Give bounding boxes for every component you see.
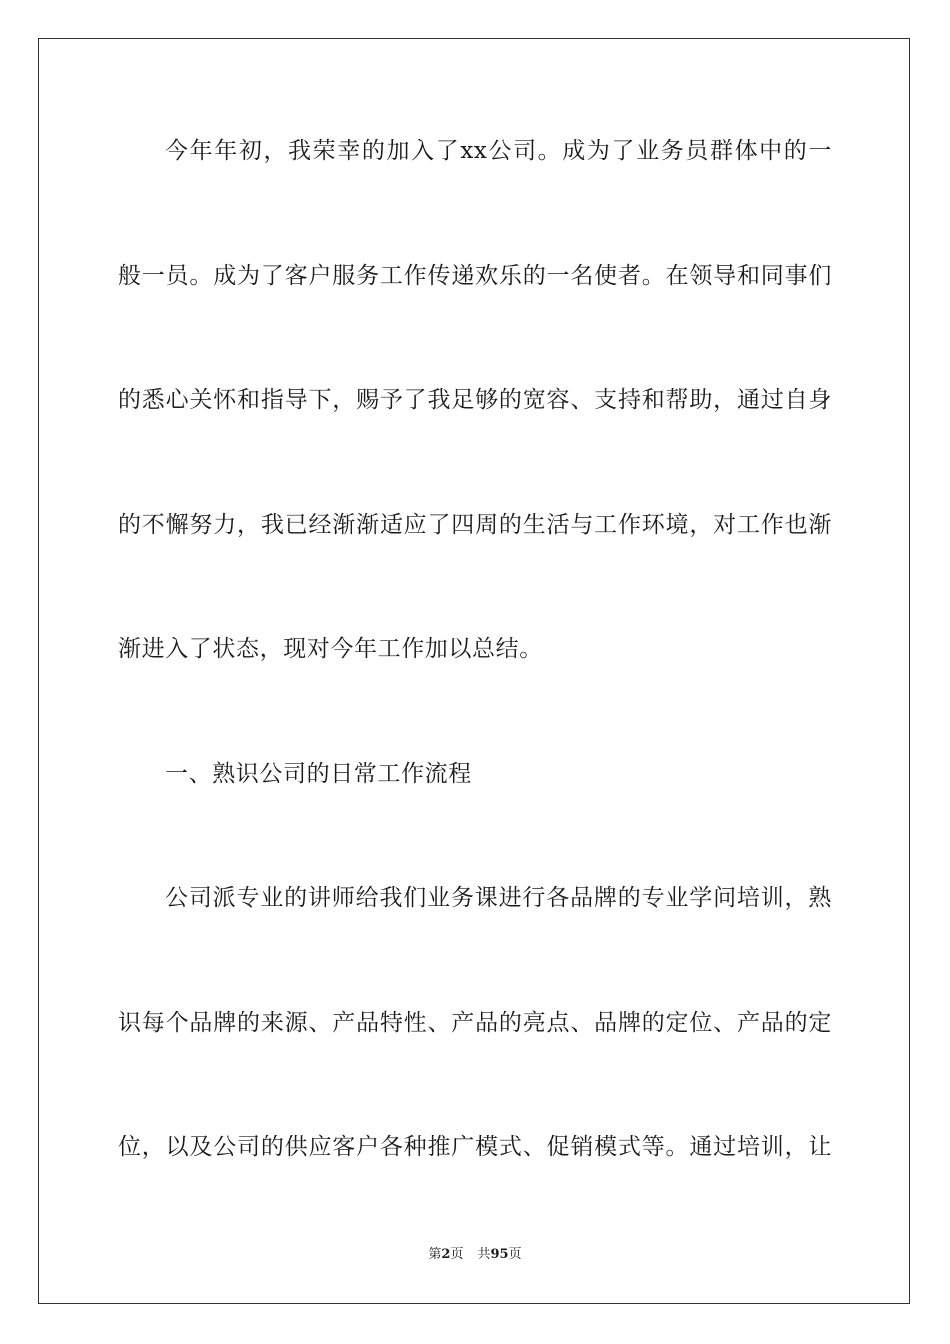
paragraph-line: 今年年初，我荣幸的加入了xx公司。成为了业务员群体中的一 — [165, 138, 832, 164]
paragraph-line: 的不懈努力，我已经渐渐适应了四周的生活与工作环境，对工作也渐 — [118, 512, 832, 538]
footer-page-prefix: 第 — [428, 1247, 442, 1262]
paragraph-line: 位，以及公司的供应客户各种推广模式、促销模式等。通过培训，让 — [118, 1134, 832, 1160]
footer-total-pages: 95 — [490, 1247, 509, 1262]
footer-total-prefix: 共 — [477, 1247, 491, 1262]
footer-page-unit: 页 — [450, 1247, 464, 1262]
footer-total-unit: 页 — [508, 1247, 522, 1262]
paragraph-line: 识每个品牌的来源、产品特性、产品的亮点、品牌的定位、产品的定 — [118, 1010, 832, 1036]
page-border — [38, 38, 910, 1304]
footer-page-number: 2 — [441, 1247, 451, 1262]
paragraph-line: 渐进入了状态，现对今年工作加以总结。 — [118, 636, 543, 662]
paragraph-line: 公司派专业的讲师给我们业务课进行各品牌的专业学问培训，熟 — [165, 885, 832, 911]
paragraph-line: 的悉心关怀和指导下，赐予了我足够的宽容、支持和帮助，通过自身 — [118, 387, 832, 413]
page-footer — [0, 1246, 950, 1264]
paragraph-line: 般一员。成为了客户服务工作传递欢乐的一名使者。在领导和同事们 — [118, 263, 832, 289]
section-heading: 一、熟识公司的日常工作流程 — [165, 761, 472, 787]
